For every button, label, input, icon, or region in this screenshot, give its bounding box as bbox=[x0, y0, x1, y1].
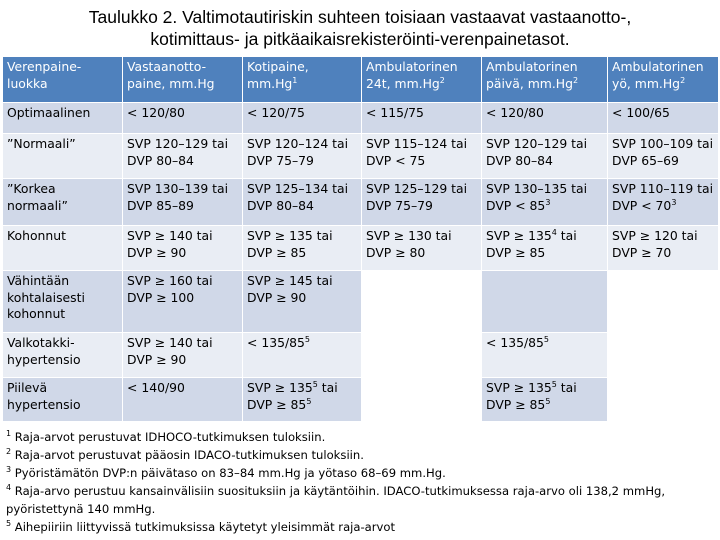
footnote-3: $^3$ Pyöristämätön DVP:n päivätaso on 83–84 mm.Hg ja yötaso 68–69 mm.Hg. bbox=[6, 465, 446, 480]
cell-amb-day: SVP 120–129 tai DVP 80–84 bbox=[482, 134, 608, 179]
cell-home: < 120/75 bbox=[243, 103, 362, 134]
row-elevated bbox=[3, 226, 719, 271]
title-line-1: Taulukko 2. Valtimotautiriskin suhteen toisiaan vastaavat vastaanotto-, bbox=[88, 7, 632, 27]
cell-amb-day: SVP ≥ $135^5$ tai DVP ≥ $85^5$ bbox=[482, 378, 608, 422]
blood-pressure-table bbox=[2, 56, 719, 422]
cell-home: SVP ≥ 145 tai DVP ≥ 90 bbox=[243, 271, 362, 333]
cell-office: SVP 120–129 tai DVP 80–84 bbox=[123, 134, 243, 179]
row-label: Kohonnut bbox=[3, 226, 123, 271]
row-normal bbox=[3, 134, 719, 179]
cell-home: SVP 125–134 tai DVP 80–84 bbox=[243, 179, 362, 226]
cell-empty bbox=[608, 271, 719, 333]
header-row bbox=[3, 57, 719, 103]
footnote-1: $^1$ Raja-arvot perustuvat IDHOCO-tutkimuksen tuloksiin. bbox=[6, 429, 326, 444]
cell-empty bbox=[608, 378, 719, 422]
cell-home: SVP ≥ $135^5$ tai DVP ≥ $85^5$ bbox=[243, 378, 362, 422]
cell-amb-24h: < 115/75 bbox=[362, 103, 482, 134]
cell-amb-night: SVP ≥ 120 tai DVP ≥ 70 bbox=[608, 226, 719, 271]
cell-empty bbox=[362, 333, 482, 378]
header-home: Kotipaine, mm.Hg$^1$ bbox=[243, 57, 362, 103]
cell-empty bbox=[362, 271, 482, 333]
cell-home: < $135/85^5$ bbox=[243, 333, 362, 378]
cell-empty bbox=[608, 333, 719, 378]
cell-amb-night: SVP 110–119 tai DVP < $70^3$ bbox=[608, 179, 719, 226]
table-title bbox=[0, 6, 720, 50]
row-label: ”Korkea normaali” bbox=[3, 179, 123, 226]
cell-amb-24h: SVP 125–129 tai DVP 75–79 bbox=[362, 179, 482, 226]
cell-office: SVP ≥ 140 tai DVP ≥ 90 bbox=[123, 226, 243, 271]
cell-amb-day: < $135/85^5$ bbox=[482, 333, 608, 378]
footnote-4-continued: pyöristettynä 140 mmHg. bbox=[6, 502, 156, 516]
cell-office: < 120/80 bbox=[123, 103, 243, 134]
cell-empty bbox=[362, 378, 482, 422]
cell-office: SVP ≥ 160 tai DVP ≥ 100 bbox=[123, 271, 243, 333]
cell-amb-day: < 120/80 bbox=[482, 103, 608, 134]
footnotes bbox=[6, 428, 718, 536]
row-label: ”Normaali” bbox=[3, 134, 123, 179]
cell-amb-day: SVP 130–135 tai DVP < $85^3$ bbox=[482, 179, 608, 226]
row-label: Valkotakki- hypertensio bbox=[3, 333, 123, 378]
header-class: Verenpaine- luokka bbox=[3, 57, 123, 103]
row-white-coat bbox=[3, 333, 719, 378]
header-amb-night: Ambulatorinen yö, mm.Hg$^2$ bbox=[608, 57, 719, 103]
cell-amb-24h: SVP 115–124 tai DVP < 75 bbox=[362, 134, 482, 179]
row-moderate bbox=[3, 271, 719, 333]
cell-office: SVP 130–139 tai DVP 85–89 bbox=[123, 179, 243, 226]
row-high-normal bbox=[3, 179, 719, 226]
row-label: Piilevä hypertensio bbox=[3, 378, 123, 422]
footnote-4: $^4$ Raja-arvo perustuu kansainvälisiin suosituksiin ja käytäntöihin. IDACO-tutkimuksessa raja-arvo oli 138,2 mmHg, bbox=[6, 483, 666, 498]
cell-amb-night: < 100/65 bbox=[608, 103, 719, 134]
title-line-2: kotimittaus- ja pitkäaikaisrekisteröinti-verenpainetasot. bbox=[150, 29, 570, 49]
row-masked bbox=[3, 378, 719, 422]
header-office: Vastaanotto- paine, mm.Hg bbox=[123, 57, 243, 103]
cell-office: < 140/90 bbox=[123, 378, 243, 422]
row-label: Vähintään kohtalaisesti kohonnut bbox=[3, 271, 123, 333]
cell-office: SVP ≥ 140 tai DVP ≥ 90 bbox=[123, 333, 243, 378]
cell-home: SVP 120–124 tai DVP 75–79 bbox=[243, 134, 362, 179]
row-optimal bbox=[3, 103, 719, 134]
cell-amb-day-empty bbox=[482, 271, 608, 333]
row-label: Optimaalinen bbox=[3, 103, 123, 134]
header-amb-day: Ambulatorinen päivä, mm.Hg$^2$ bbox=[482, 57, 608, 103]
cell-amb-24h: SVP ≥ 130 tai DVP ≥ 80 bbox=[362, 226, 482, 271]
cell-home: SVP ≥ 135 tai DVP ≥ 85 bbox=[243, 226, 362, 271]
footnote-5: $^5$ Aihepiiriin liittyvissä tutkimuksissa käytetyt yleisimmät raja-arvot bbox=[6, 519, 396, 534]
footnote-2: $^2$ Raja-arvot perustuvat pääosin IDACO-tutkimuksen tuloksiin. bbox=[6, 447, 364, 462]
cell-amb-day: SVP ≥ $135^4$ tai DVP ≥ 85 bbox=[482, 226, 608, 271]
header-amb-24h: Ambulatorinen 24t, mm.Hg$^2$ bbox=[362, 57, 482, 103]
cell-amb-night: SVP 100–109 tai DVP 65–69 bbox=[608, 134, 719, 179]
